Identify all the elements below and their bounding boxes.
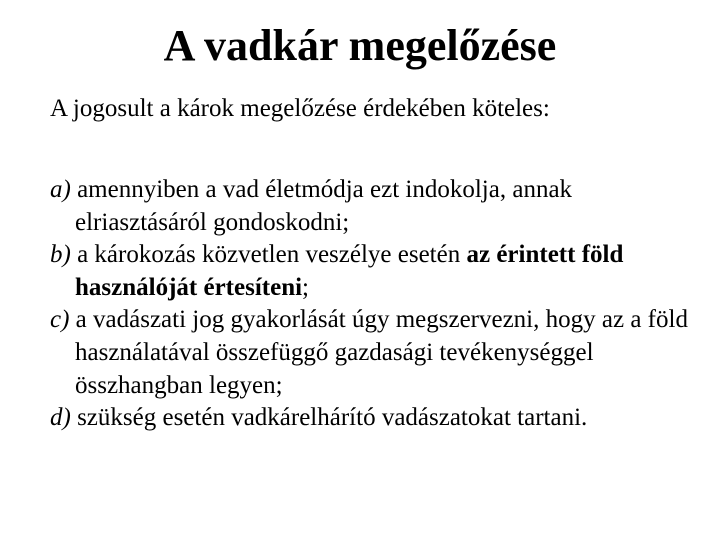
- intro-text: A jogosult a károk megelőzése érdekében köteles:: [50, 95, 550, 122]
- item-letter: b): [50, 241, 71, 269]
- item-letter: d): [50, 404, 71, 432]
- item-letter: a): [50, 176, 71, 203]
- obligations-list: [50, 174, 690, 435]
- list-item-c: [50, 304, 690, 402]
- item-text: amennyiben a vad életmódja ezt indokolja, annak elriasztásáról gondoskodni;: [75, 176, 573, 236]
- slide-title: A vadkár megelőzése: [163, 21, 557, 70]
- list-item-b: [50, 239, 690, 304]
- list-item-a: [50, 174, 690, 239]
- item-text-emphasis: az érintett föld használóját értesíteni: [75, 241, 624, 301]
- item-text: a vadászati jog gyakorlását úgy megszervezni, hogy az a föld használatával összefüggő gazdasági tevékenységgel összhangban legyen;: [75, 306, 688, 399]
- list-item-d: [50, 402, 690, 435]
- item-letter: c): [50, 306, 70, 334]
- item-text: a károkozás közvetlen veszélye esetén: [77, 241, 461, 269]
- item-text-end: ;: [302, 273, 309, 301]
- item-text: szükség esetén vadkárelhárító vadászatokat tartani.: [77, 404, 588, 432]
